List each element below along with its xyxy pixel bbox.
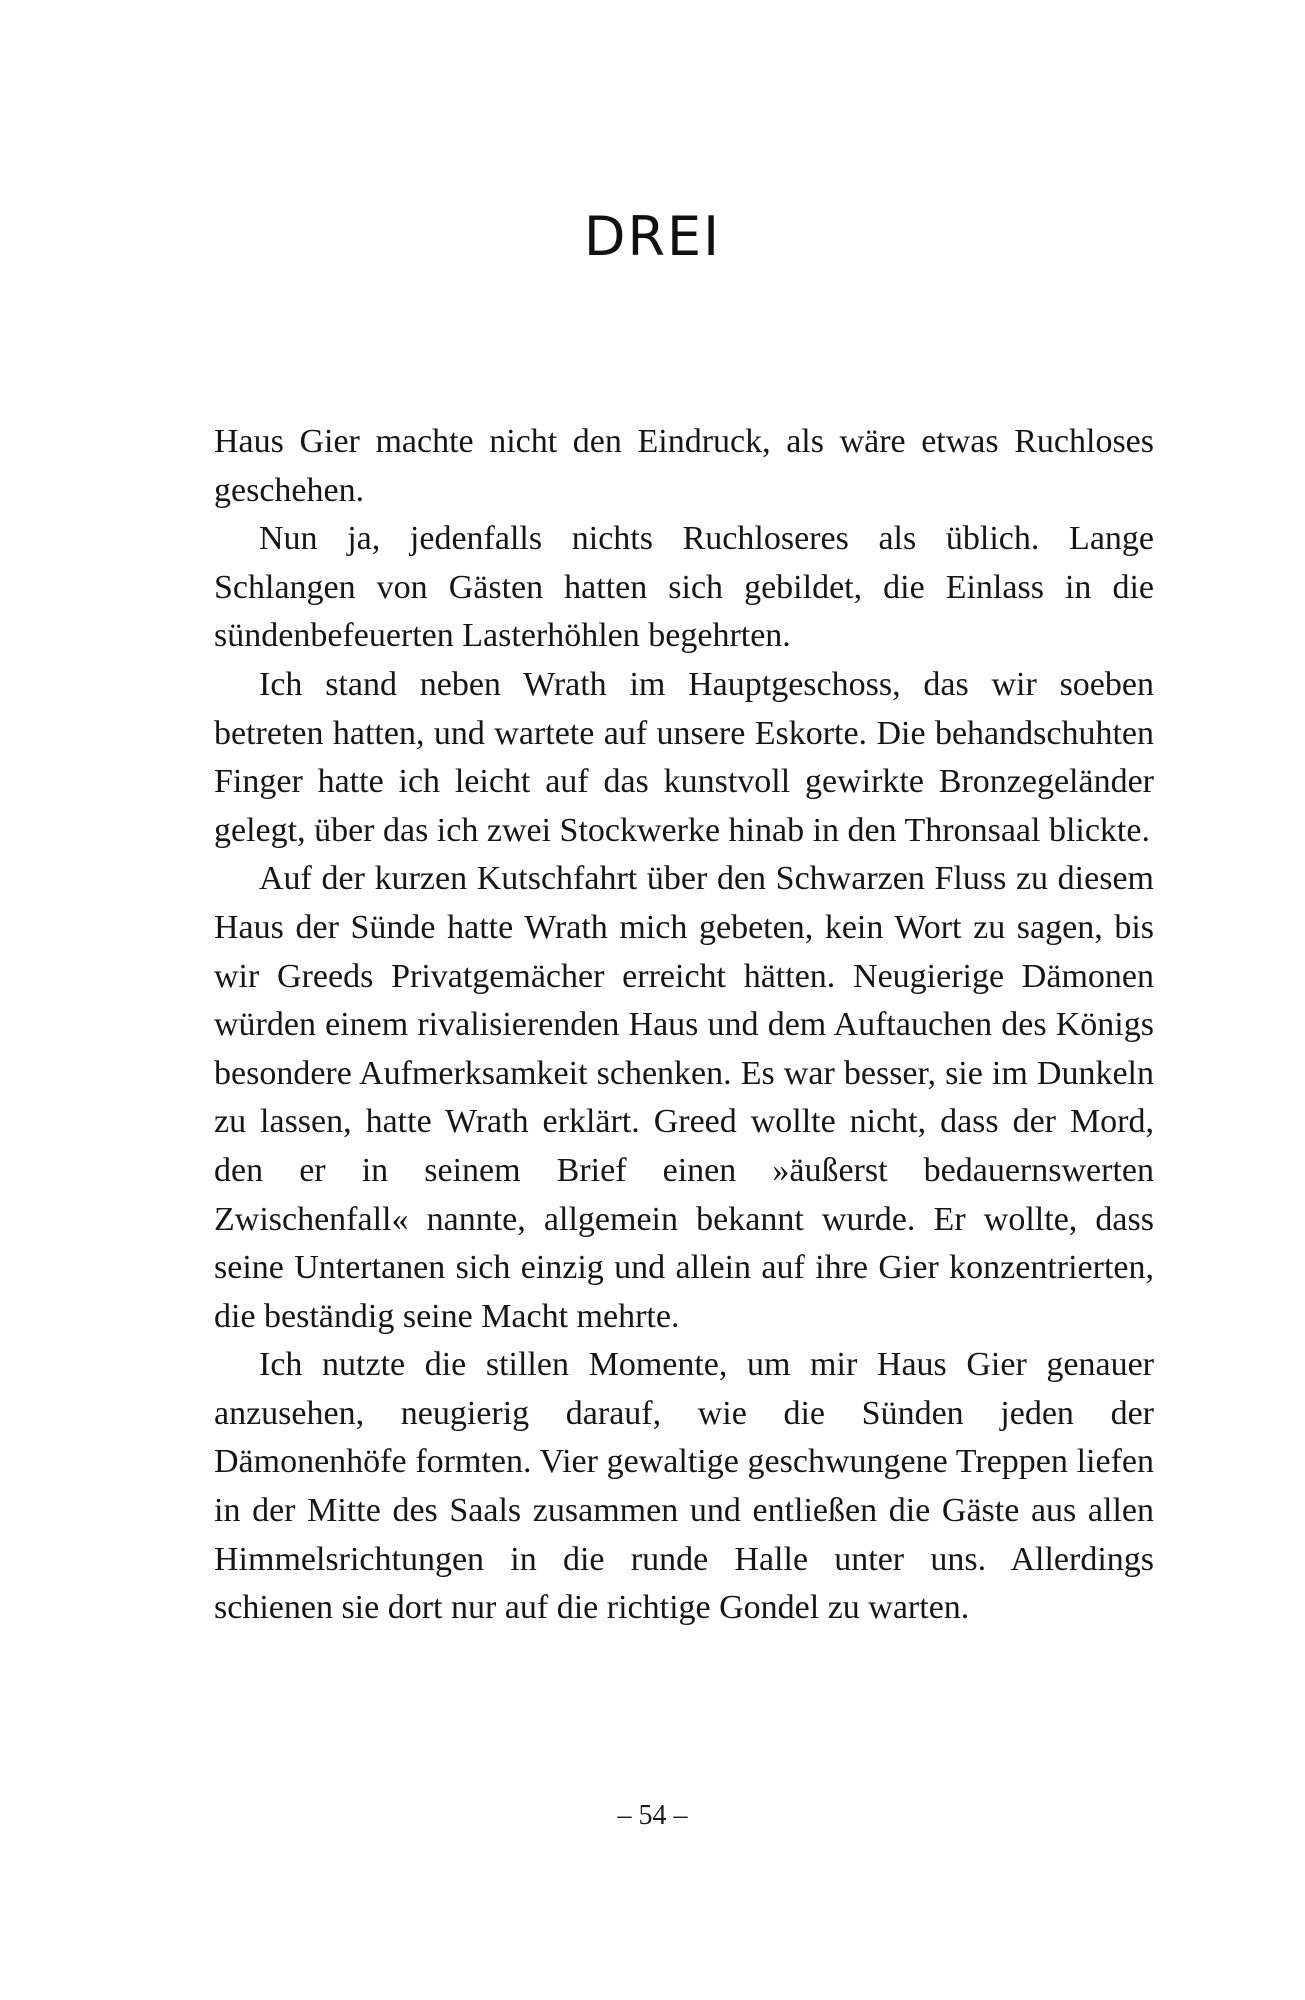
page-number: – 54 – (617, 1800, 688, 1831)
paragraph: Ich stand neben Wrath im Hauptgeschoss, das wir soeben betreten hatten, und wartete auf unsere Eskorte. Die behandschuhten Finger hatte ich leicht auf das kunstvoll gewirkte Bronzegeländer gelegt, über das ich zwei Stockwerke hinab in den Thronsaal blickte. (214, 665, 1154, 849)
chapter-title: DREI (583, 205, 722, 268)
paragraph: Auf der kurzen Kutschfahrt über den Schwarzen Fluss zu diesem Haus der Sünde hatte Wrath mich gebeten, kein Wort zu sagen, bis wir Greeds Privatgemächer erreicht hätten. Neugierige Dämonen würden einem rivalisierenden Haus und dem Auftauchen des Königs besondere Aufmerksamkeit schenken. Es war besser, sie im Dunkeln zu lassen, hatte Wrath erklärt. Greed wollte nicht, dass der Mord, den er in seinem Brief einen »äußerst bedauernswerten Zwischenfall« nannte, allgemein bekannt wurde. Er wollte, dass seine Untertanen sich einzig und allein auf ihre Gier konzentrierten, die beständig seine Macht mehrte. (214, 860, 1154, 1335)
paragraph: Haus Gier machte nicht den Eindruck, als wäre etwas Ruchloses geschehen. (214, 423, 1154, 509)
paragraph: Ich nutzte die stillen Momente, um mir Haus Gier genauer anzusehen, neugierig darauf, wie die Sünden jeden der Dämonenhöfe formten. Vier gewaltige geschwungene Treppen liefen in der Mitte des Saals zusammen und entließen die Gäste aus allen Himmelsrichtungen in die runde Halle unter uns. Allerdings schienen sie dort nur auf die richtige Gondel zu warten. (214, 1346, 1154, 1627)
chapter-body (214, 418, 1154, 1633)
paragraph: Nun ja, jedenfalls nichts Ruchloseres als üblich. Lange Schlangen von Gästen hatten sich gebildet, die Einlass in die sündenbefeuerten Lasterhöhlen begehrten. (214, 520, 1154, 655)
